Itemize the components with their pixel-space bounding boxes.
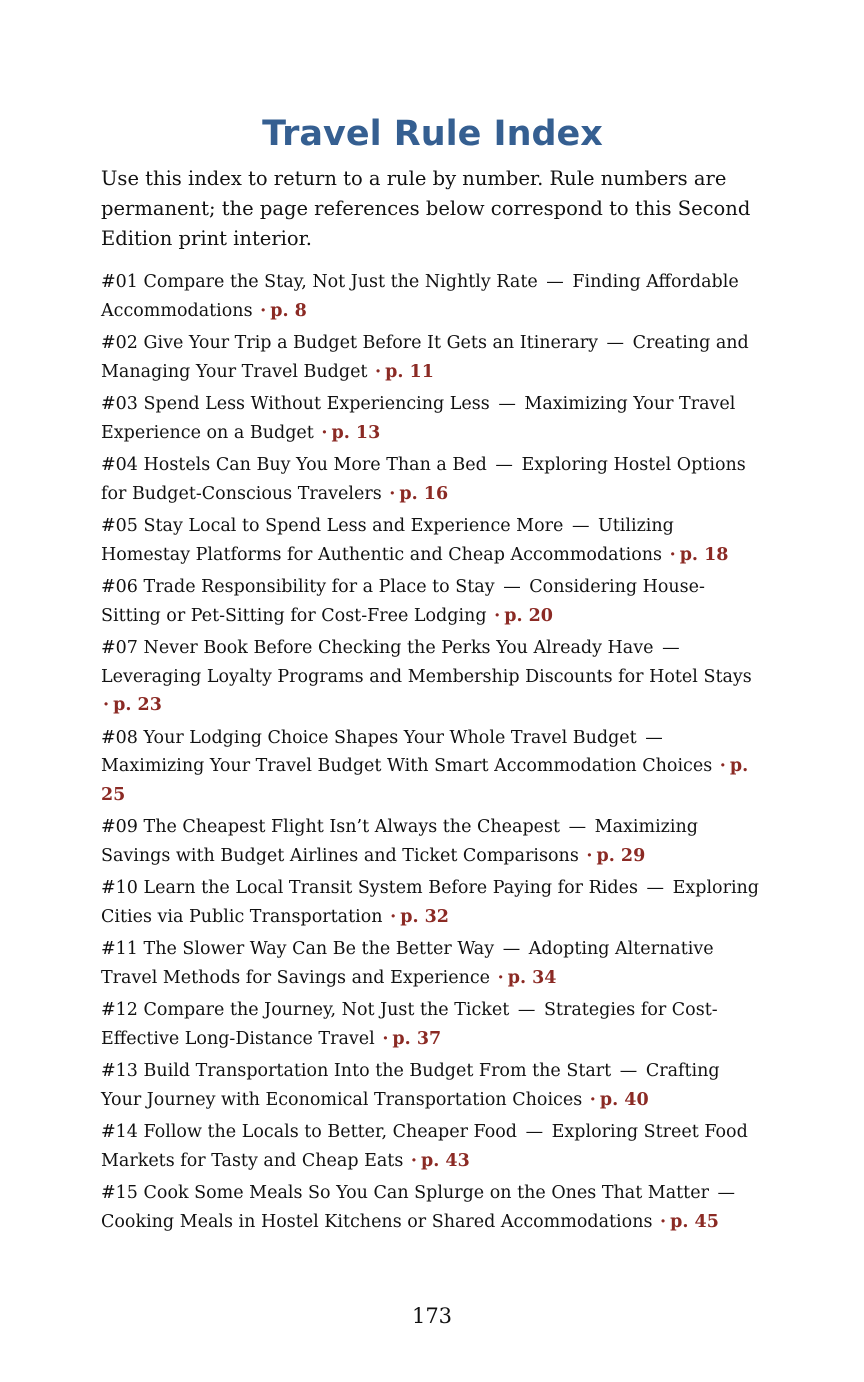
entry-number: #13	[101, 1061, 138, 1081]
entry-bullet: ·	[586, 845, 593, 866]
index-entry	[101, 874, 764, 931]
entry-separator: —	[495, 455, 513, 475]
page-number: 173	[411, 1304, 453, 1328]
entry-number: #08	[101, 727, 138, 748]
index-entry	[101, 573, 764, 630]
entry-chapter: Cooking Meals in Hostel Kitchens or Shared Accommodations	[101, 1211, 653, 1232]
index-entry	[101, 329, 764, 386]
entry-rule-title: The Cheapest Flight Isn’t Always the Cheapest	[143, 817, 561, 837]
entry-rule-title: Give Your Trip a Budget Before It Gets an Itinerary	[143, 333, 598, 353]
entry-bullet: ·	[497, 967, 504, 988]
entry-rule-title: Your Lodging Choice Shapes Your Whole Travel Budget	[143, 727, 637, 748]
entry-chapter: Maximizing Your Travel Experience on a Budget	[101, 394, 736, 443]
index-entry	[101, 813, 764, 870]
rule-index-list	[101, 268, 764, 1240]
entry-number: #06	[101, 577, 138, 597]
entry-rule-title: Hostels Can Buy You More Than a Bed	[143, 455, 487, 475]
entry-separator: —	[662, 638, 680, 658]
entry-separator: —	[571, 516, 590, 536]
entry-separator: —	[568, 817, 587, 837]
index-entry	[101, 512, 764, 569]
entry-page-ref: p. 11	[385, 361, 434, 382]
entry-number: #15	[101, 1183, 138, 1203]
entry-separator: —	[503, 577, 521, 597]
page-title: Travel Rule Index	[262, 114, 603, 154]
entry-number: #09	[101, 817, 138, 837]
index-entry	[101, 634, 764, 720]
index-entry	[101, 1057, 764, 1114]
entry-chapter: Adopting Alternative Travel Methods for Savings and Experience	[101, 939, 714, 988]
entry-rule-title: Never Book Before Checking the Perks You Already Have	[143, 638, 654, 658]
index-entry	[101, 996, 764, 1053]
index-entry	[101, 1179, 764, 1236]
entry-separator: —	[502, 939, 521, 959]
entry-rule-title: Follow the Locals to Better, Cheaper Food	[143, 1122, 517, 1142]
entry-chapter: Exploring Cities via Public Transportation	[101, 878, 760, 927]
entry-chapter: Creating and Managing Your Travel Budget	[101, 333, 749, 382]
entry-page-ref: p. 25	[101, 756, 749, 805]
entry-page-ref: p. 32	[400, 906, 449, 927]
entry-number: #04	[101, 455, 138, 475]
entry-number: #03	[101, 394, 138, 414]
entry-chapter: Considering House-Sitting or Pet-Sitting for Cost-Free Lodging	[101, 577, 705, 626]
entry-rule-title: Build Transportation Into the Budget From the Start	[143, 1061, 612, 1081]
entry-bullet: ·	[494, 605, 501, 626]
entry-separator: —	[619, 1061, 638, 1081]
entry-separator: —	[517, 1000, 536, 1020]
entry-number: #07	[101, 638, 138, 658]
entry-rule-title: Stay Local to Spend Less and Experience More	[143, 516, 564, 536]
entry-bullet: ·	[410, 1150, 417, 1171]
intro-paragraph: Use this index to return to a rule by number. Rule numbers are permanent; the page references below correspond to this Second Edition print interior.	[101, 167, 751, 250]
entry-bullet: ·	[389, 483, 396, 504]
entry-separator: —	[498, 394, 516, 414]
entry-bullet: ·	[382, 1028, 389, 1049]
entry-chapter: Utilizing Homestay Platforms for Authentic and Cheap Accommodations	[101, 516, 674, 565]
entry-page-ref: p. 43	[420, 1150, 470, 1171]
entry-bullet: ·	[589, 1089, 596, 1110]
entry-page-ref: p. 45	[670, 1211, 719, 1232]
index-entry	[101, 724, 764, 810]
entry-number: #14	[101, 1122, 138, 1142]
index-entry	[101, 268, 764, 325]
entry-rule-title: Spend Less Without Experiencing Less	[143, 394, 490, 414]
entry-separator: —	[525, 1122, 544, 1142]
entry-page-ref: p. 34	[507, 967, 557, 988]
entry-page-ref: p. 16	[399, 483, 449, 504]
entry-number: #11	[101, 939, 138, 959]
index-entry	[101, 935, 764, 992]
entry-page-ref: p. 20	[504, 605, 553, 626]
entry-chapter: Exploring Street Food Markets for Tasty and Cheap Eats	[101, 1122, 748, 1171]
entry-separator: —	[546, 272, 564, 292]
entry-rule-title: Compare the Journey, Not Just the Ticket	[143, 1000, 510, 1020]
entry-page-ref: p. 13	[331, 422, 381, 443]
entry-rule-title: Trade Responsibility for a Place to Stay	[143, 577, 495, 597]
entry-number: #10	[101, 878, 138, 898]
entry-bullet: ·	[660, 1211, 667, 1232]
entry-chapter: Crafting Your Journey with Economical Transportation Choices	[101, 1061, 720, 1110]
entry-bullet: ·	[260, 300, 267, 321]
entry-bullet: ·	[103, 695, 110, 715]
entry-number: #02	[101, 333, 138, 353]
entry-bullet: ·	[390, 906, 397, 927]
entry-bullet: ·	[321, 422, 328, 443]
entry-separator: —	[606, 333, 625, 353]
entry-rule-title: Compare the Stay, Not Just the Nightly Rate	[143, 272, 538, 292]
entry-number: #01	[101, 272, 138, 292]
entry-number: #05	[101, 516, 138, 536]
entry-rule-title: Learn the Local Transit System Before Paying for Rides	[143, 878, 638, 898]
entry-page-ref: p. 23	[113, 695, 162, 715]
entry-page-ref: p. 40	[599, 1089, 649, 1110]
entry-page-ref: p. 37	[392, 1028, 442, 1049]
entry-separator: —	[646, 878, 665, 898]
entry-chapter: Strategies for Cost-Effective Long-Distance Travel	[101, 1000, 718, 1049]
entry-chapter: Exploring Hostel Options for Budget-Conscious Travelers	[101, 455, 746, 504]
entry-bullet: ·	[375, 361, 382, 382]
index-entry	[101, 390, 764, 447]
entry-chapter: Finding Affordable Accommodations	[101, 272, 739, 321]
entry-page-ref: p. 18	[679, 544, 729, 565]
entry-bullet: ·	[669, 544, 676, 565]
entry-chapter: Maximizing Savings with Budget Airlines and Ticket Comparisons	[101, 817, 698, 866]
index-entry	[101, 1118, 764, 1175]
entry-chapter: Leveraging Loyalty Programs and Membership Discounts for Hotel Stays	[101, 666, 752, 687]
entry-page-ref: p. 29	[596, 845, 646, 866]
entry-number: #12	[101, 1000, 138, 1020]
entry-separator: —	[717, 1183, 736, 1203]
entry-page-ref: p. 8	[270, 300, 307, 321]
entry-chapter: Maximizing Your Travel Budget With Smart Accommodation Choices	[101, 756, 713, 776]
entry-bullet: ·	[719, 756, 726, 776]
index-entry	[101, 451, 764, 508]
entry-rule-title: The Slower Way Can Be the Better Way	[143, 939, 495, 959]
entry-rule-title: Cook Some Meals So You Can Splurge on the Ones That Matter	[143, 1183, 709, 1203]
entry-separator: —	[645, 727, 663, 748]
